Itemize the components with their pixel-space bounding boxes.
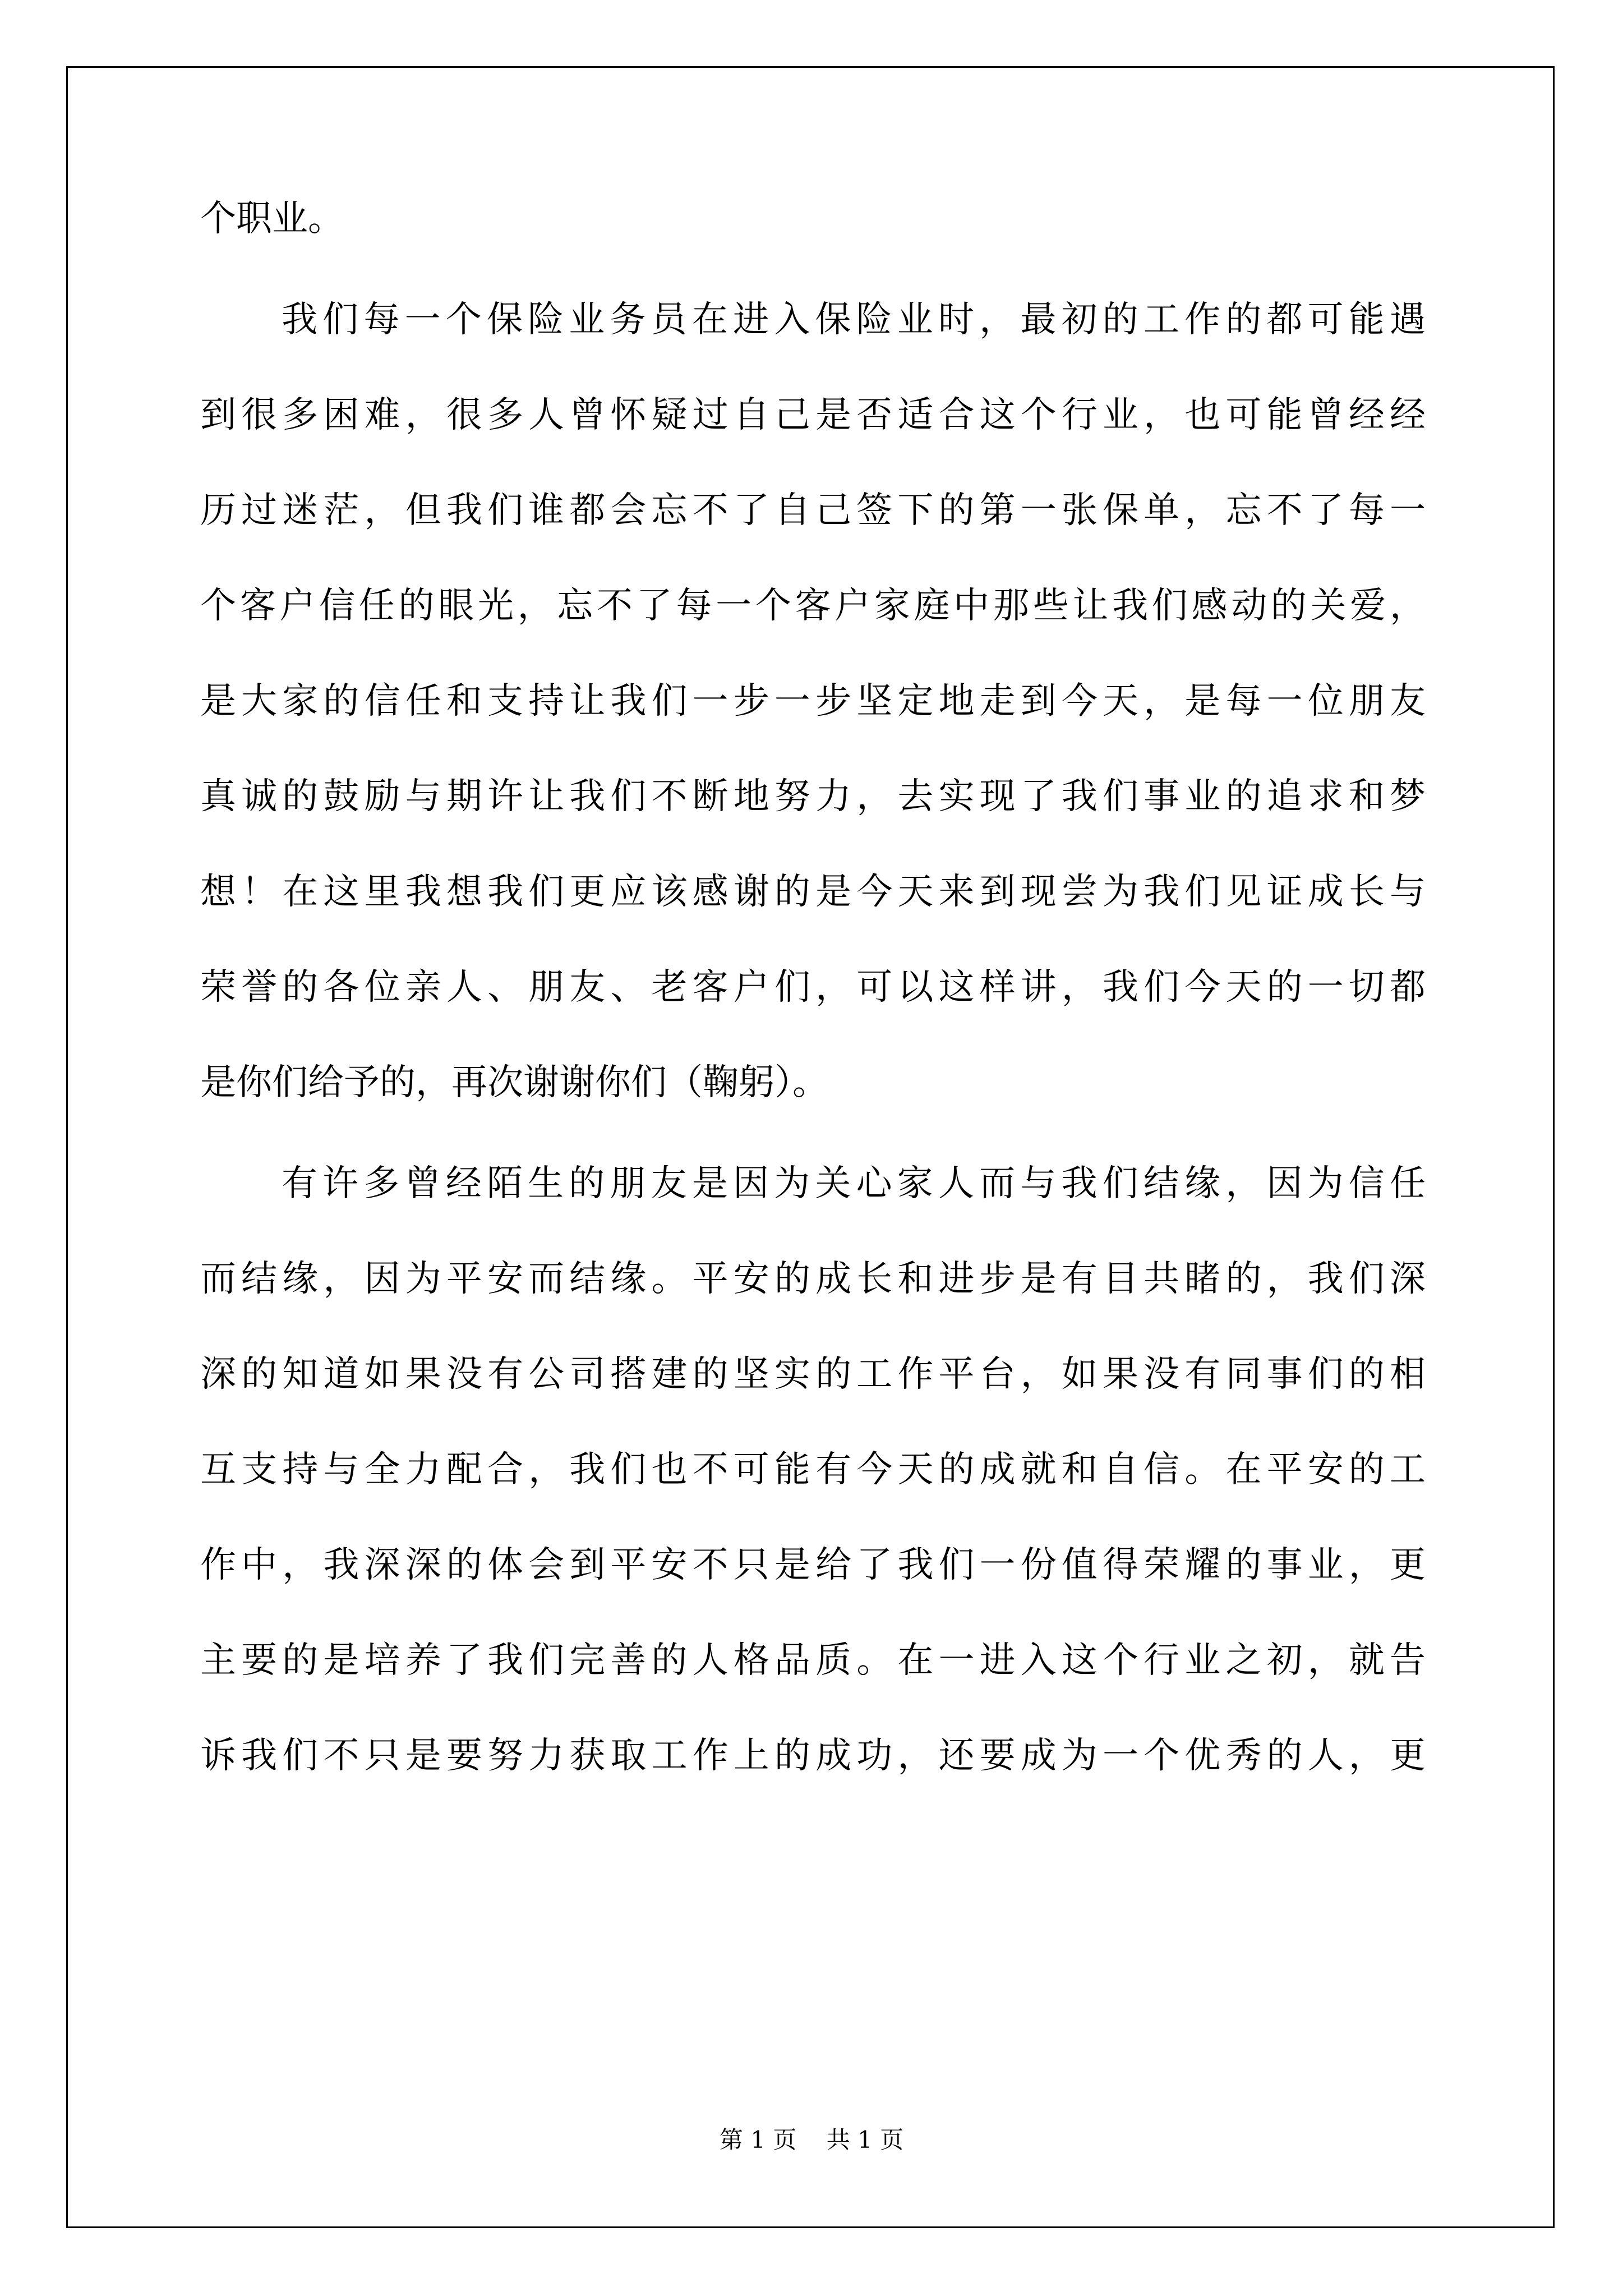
paragraph-first-line: 我们每一个保险业务员在进入保险业时，最初的工作的都可能遇 [282,299,1426,341]
text-line: 深的知道如果没有公司搭建的坚实的工作平台，如果没有同事们的相 [200,1354,1426,1395]
text-line: 个职业。 [200,198,344,240]
text-line: 是你们给予的，再次谢谢你们（鞠躬）。 [200,1062,828,1103]
text-line: 而结缘，因为平安而结缘。平安的成长和进步是有目共睹的，我们深 [200,1258,1426,1300]
text-line: 真诚的鼓励与期许让我们不断地努力，去实现了我们事业的追求和梦 [200,776,1426,817]
page-number-footer: 第 1 页 共 1 页 [719,2126,904,2154]
text-line: 个客户信任的眼光，忘不了每一个客户家庭中那些让我们感动的关爱， [200,585,1426,627]
text-line: 主要的是培养了我们完善的人格品质。在一进入这个行业之初，就告 [200,1640,1426,1681]
text-line: 是大家的信任和支持让我们一步一步坚定地走到今天，是每一位朋友 [200,680,1426,722]
text-line: 诉我们不只是要努力获取工作上的成功，还要成为一个优秀的人，更 [200,1735,1426,1777]
text-line: 互支持与全力配合，我们也不可能有今天的成就和自信。在平安的工 [200,1449,1426,1490]
text-line: 作中，我深深的体会到平安不只是给了我们一份值得荣耀的事业，更 [200,1544,1426,1586]
text-line: 历过迷茫，但我们谁都会忘不了自己签下的第一张保单，忘不了每一 [200,490,1426,531]
text-line: 荣誉的各位亲人、朋友、老客户们，可以这样讲，我们今天的一切都 [200,967,1426,1008]
text-line: 到很多困难，很多人曾怀疑过自己是否适合这个行业，也可能曾经经 [200,394,1426,436]
text-line: 想！在这里我想我们更应该感谢的是今天来到现尝为我们见证成长与 [200,871,1426,913]
paragraph-first-line: 有许多曾经陌生的朋友是因为关心家人而与我们结缘，因为信任 [282,1163,1426,1204]
